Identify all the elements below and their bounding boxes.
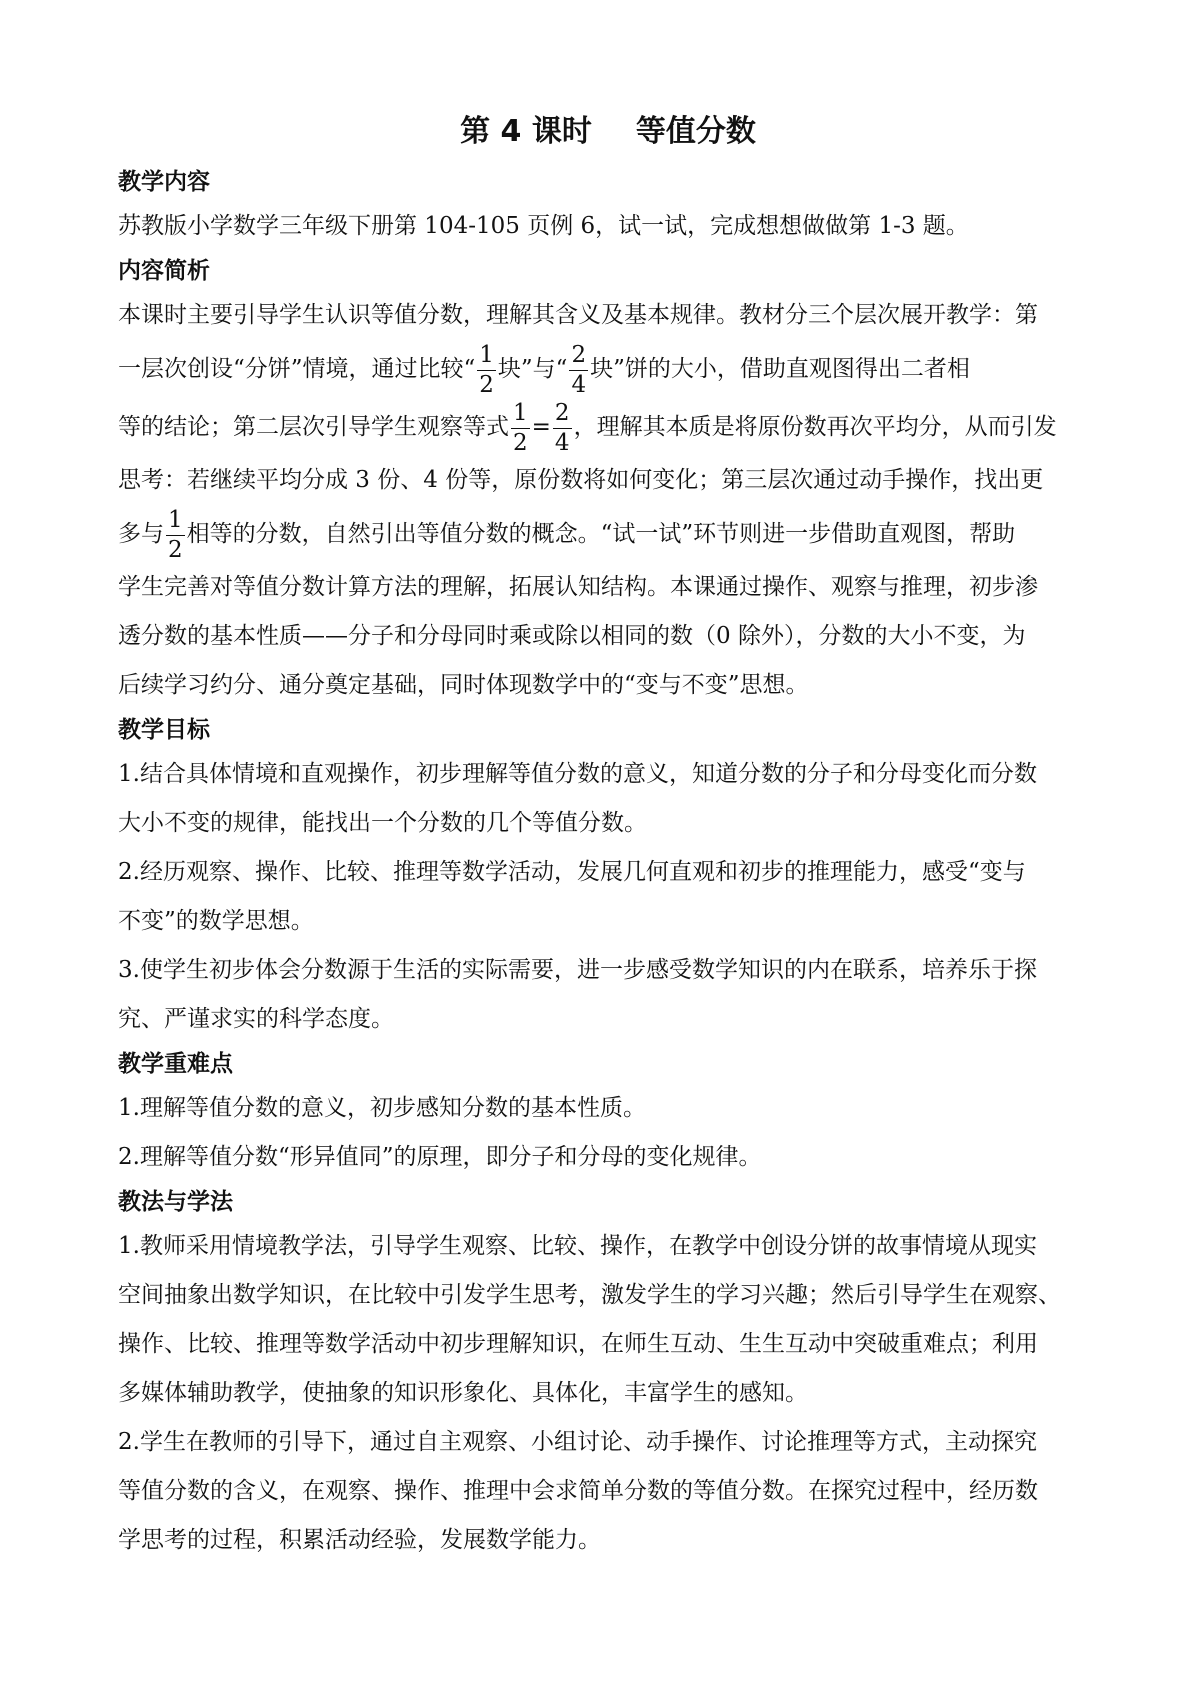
fraction-one-half xyxy=(477,341,496,398)
fraction-denominator: 2 xyxy=(479,371,494,398)
method-2-line-2: 等值分数的含义，在观察、操作、推理中会求简单分数的等值分数。在探究过程中，经历数 xyxy=(118,1478,1038,1504)
analysis-text: 多与 xyxy=(118,521,164,547)
keypoint-2: 2.理解等值分数“形异值同”的原理，即分子和分母的变化规律。 xyxy=(118,1144,762,1170)
analysis-text: 一层次创设“分饼”情境，通过比较“ xyxy=(118,356,476,382)
method-2-line-1: 2.学生在教师的引导下，通过自主观察、小组讨论、动手操作、讨论推理等方式，主动探究 xyxy=(118,1429,1037,1455)
section-heading-methods: 教法与学法 xyxy=(118,1189,233,1215)
analysis-line-1: 本课时主要引导学生认识等值分数，理解其含义及基本规律。教材分三个层次展开教学：第 xyxy=(118,302,1038,328)
fraction-one-half xyxy=(511,399,530,456)
analysis-line-4: 思考：若继续平均分成 3 份、4 份等，原份数将如何变化；第三层次通过动手操作，找出更 xyxy=(118,467,1044,493)
document-page xyxy=(118,108,1098,1565)
method-1-line-3: 操作、比较、推理等数学活动中初步理解知识，在师生互动、生生互动中突破重难点；利用 xyxy=(118,1331,1038,1357)
analysis-line-8: 后续学习约分、通分奠定基础，同时体现数学中的“变与不变”思想。 xyxy=(118,672,809,698)
method-1-line-1: 1.教师采用情境教学法，引导学生观察、比较、操作，在教学中创设分饼的故事情境从现实 xyxy=(118,1233,1037,1259)
method-2-line-3: 学思考的过程，积累活动经验，发展数学能力。 xyxy=(118,1527,601,1553)
analysis-line-3 xyxy=(118,398,1098,456)
section-heading-content: 教学内容 xyxy=(118,169,210,195)
page-title xyxy=(118,108,1098,156)
section-heading-keypoints: 教学重难点 xyxy=(118,1051,233,1077)
analysis-line-2 xyxy=(118,340,1098,398)
method-1-line-2: 空间抽象出数学知识，在比较中引发学生思考，激发学生的学习兴趣；然后引导学生在观察、 xyxy=(118,1282,1061,1308)
fraction-two-fourths xyxy=(553,399,572,456)
analysis-line-6: 学生完善对等值分数计算方法的理解，拓展认知结构。本课通过操作、观察与推理，初步渗 xyxy=(118,574,1038,600)
equals-sign: = xyxy=(531,414,551,440)
fraction-numerator: 2 xyxy=(571,341,587,368)
fraction-numerator: 1 xyxy=(168,506,183,533)
fraction-numerator: 1 xyxy=(513,399,528,426)
analysis-line-5 xyxy=(118,505,1098,563)
analysis-text: ，理解其本质是将原份数再次平均分，从而引发 xyxy=(573,414,1057,440)
fraction-numerator: 1 xyxy=(479,341,494,368)
section-heading-goals: 教学目标 xyxy=(118,717,210,743)
goal-3-line-2: 究、严谨求实的科学态度。 xyxy=(118,1006,394,1032)
goal-2-line-2: 不变”的数学思想。 xyxy=(118,908,314,934)
goal-2-line-1: 2.经历观察、操作、比较、推理等数学活动，发展几何直观和初步的推理能力，感受“变与 xyxy=(118,859,1026,885)
fraction-two-fourths xyxy=(569,341,588,398)
fraction-denominator: 2 xyxy=(513,429,528,456)
analysis-text: 相等的分数，自然引出等值分数的概念。“试一试”环节则进一步借助直观图，帮助 xyxy=(186,521,1016,547)
goal-1-line-2: 大小不变的规律，能找出一个分数的几个等值分数。 xyxy=(118,810,647,836)
fraction-denominator: 4 xyxy=(571,371,587,398)
section-heading-analysis: 内容简析 xyxy=(118,258,210,284)
analysis-text: 等的结论；第二层次引导学生观察等式 xyxy=(118,414,509,440)
analysis-text: 块”与“ xyxy=(497,356,568,382)
analysis-text: 块”饼的大小，借助直观图得出二者相 xyxy=(590,356,970,382)
lesson-number: 第 4 课时 xyxy=(460,114,592,149)
method-1-line-4: 多媒体辅助教学，使抽象的知识形象化、具体化，丰富学生的感知。 xyxy=(118,1380,808,1406)
keypoint-1: 1.理解等值分数的意义，初步感知分数的基本性质。 xyxy=(118,1095,646,1121)
fraction-numerator: 2 xyxy=(554,399,570,426)
goal-1-line-1: 1.结合具体情境和直观操作，初步理解等值分数的意义，知道分数的分子和分母变化而分数 xyxy=(118,761,1037,787)
content-text: 苏教版小学数学三年级下册第 104-105 页例 6，试一试，完成想想做做第 1-3 题。 xyxy=(118,213,969,239)
fraction-denominator: 2 xyxy=(168,536,183,563)
goal-3-line-1: 3.使学生初步体会分数源于生活的实际需要，进一步感受数学知识的内在联系，培养乐于探 xyxy=(118,957,1037,983)
fraction-one-half xyxy=(166,506,185,563)
fraction-denominator: 4 xyxy=(554,429,570,456)
analysis-line-7: 透分数的基本性质——分子和分母同时乘或除以相同的数（0 除外），分数的大小不变，为 xyxy=(118,623,1026,649)
lesson-name: 等值分数 xyxy=(635,114,756,149)
